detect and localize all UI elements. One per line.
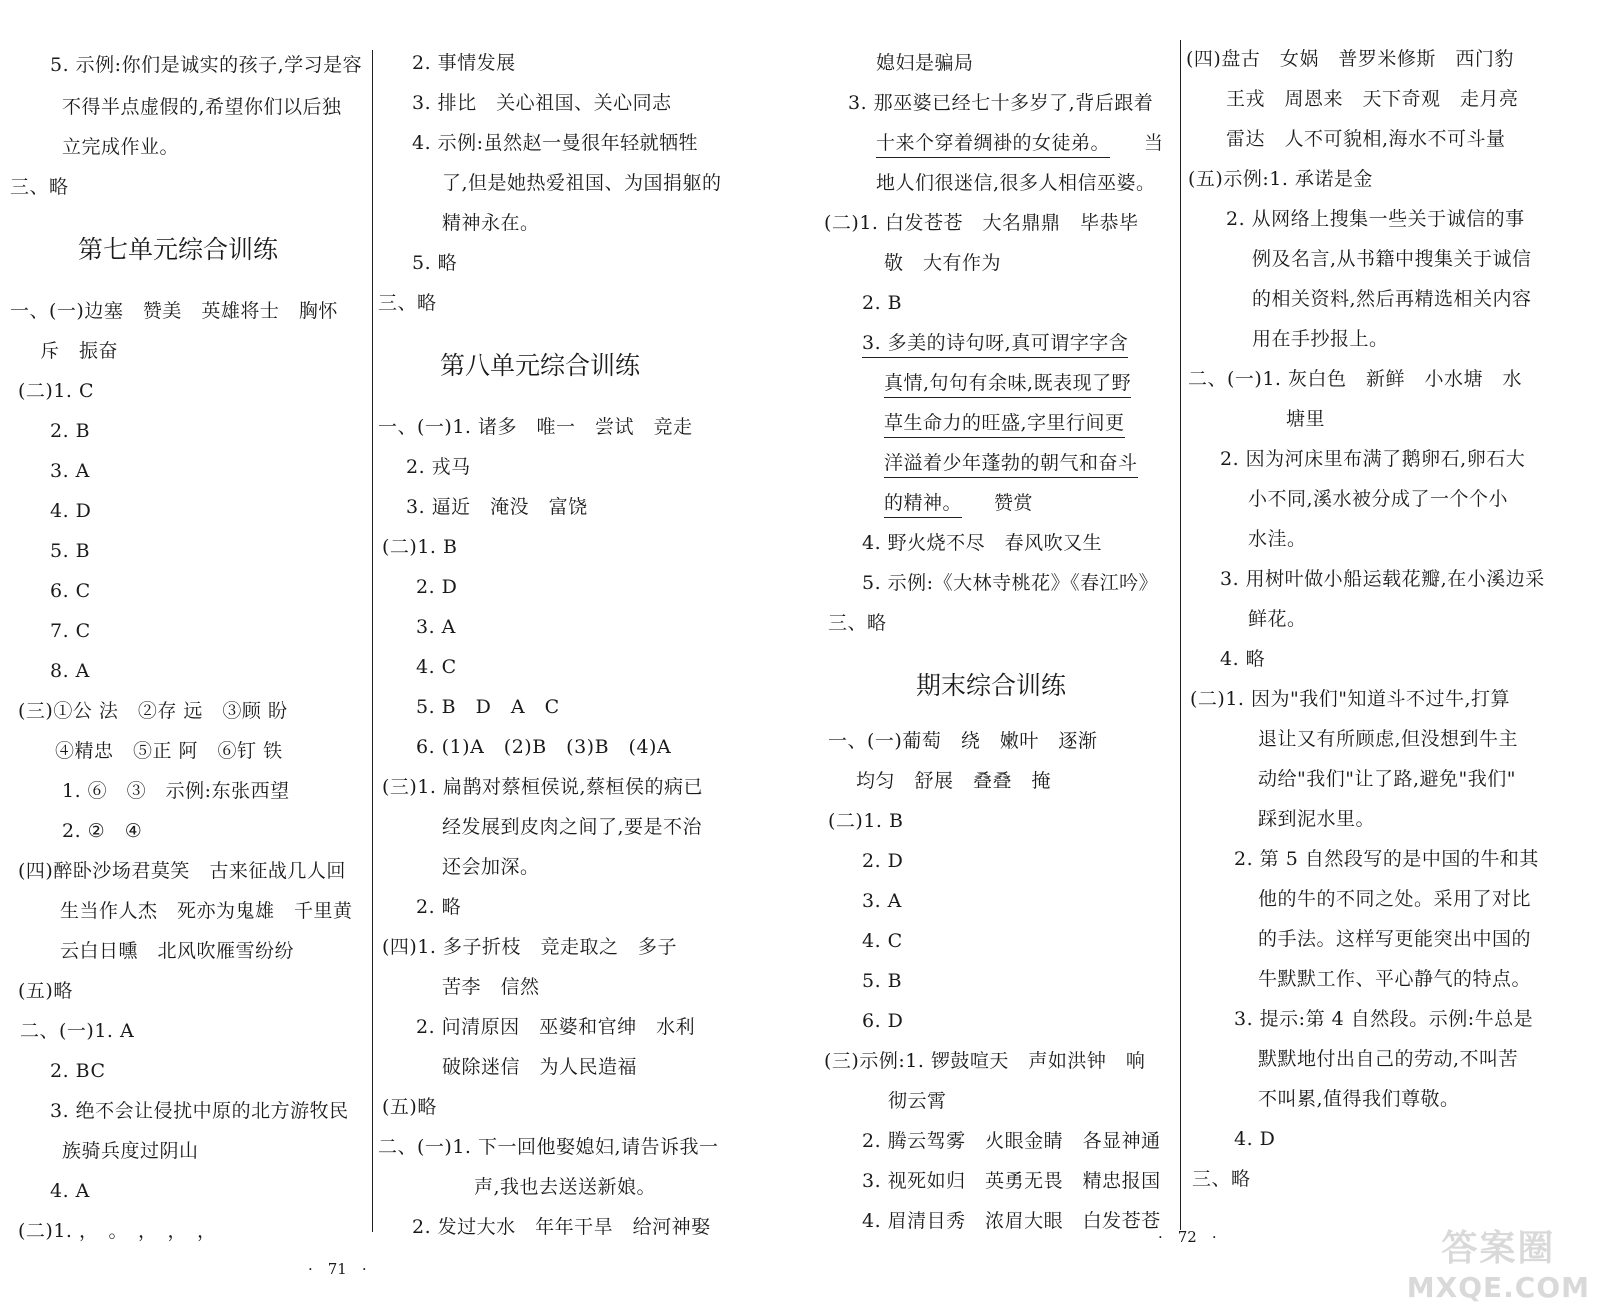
text-line: 二、(一)1. 下一回他娶媳妇,请告诉我一 xyxy=(378,1136,719,1158)
text-line: 例及名言,从书籍中搜集关于诚信 xyxy=(1252,248,1532,270)
text-line: 踩到泥水里。 xyxy=(1258,808,1376,830)
text-line: (四)1. 多子折枝 竞走取之 多子 xyxy=(382,936,677,958)
section-heading: 第八单元综合训练 xyxy=(440,351,641,380)
text-line: 4. C xyxy=(416,656,457,678)
text-line: (二)1. ， 。 ， ， ， xyxy=(18,1220,217,1242)
text-line: 一、(一)葡萄 绕 嫩叶 逐渐 xyxy=(828,730,1098,752)
text-line: 2. BC xyxy=(50,1060,106,1082)
section-heading: 第七单元综合训练 xyxy=(78,235,279,264)
text-line: 1. ⑥ ③ 示例:东张西望 xyxy=(62,780,290,802)
text-line: 2. 事情发展 xyxy=(412,52,516,74)
text-line: 不叫累,值得我们尊敬。 xyxy=(1258,1088,1460,1110)
text-line: 2. B xyxy=(50,420,91,442)
text-line: (五)略 xyxy=(18,980,73,1002)
underlined-text: 草生命力的旺盛,字里行间更 xyxy=(884,410,1125,438)
text-line: 破除迷信 为人民造福 xyxy=(442,1056,638,1078)
text-line: 2. 戎马 xyxy=(406,456,471,478)
section-heading: 期末综合训练 xyxy=(916,671,1067,700)
text-line: 了,但是她热爱祖国、为国捐躯的 xyxy=(442,172,722,194)
text-line: 塘里 xyxy=(1286,408,1326,430)
text-line: 生当作人杰 死亦为鬼雄 千里黄 xyxy=(60,900,353,922)
text-line: 4. C xyxy=(862,930,903,952)
text-line: 媳妇是骗局 xyxy=(876,52,974,74)
underlined-text: 的精神。 xyxy=(884,490,962,518)
text-line: 5. B xyxy=(50,540,91,562)
text-line: 退让又有所顾虑,但没想到牛主 xyxy=(1258,728,1519,750)
text-line: 3. A xyxy=(416,616,456,638)
text-line: 的手法。这样写更能突出中国的 xyxy=(1258,928,1532,950)
text-line: 3. 逼近 淹没 富饶 xyxy=(406,496,588,518)
text-line: 2. 因为河床里布满了鹅卵石,卵石大 xyxy=(1220,448,1526,470)
text-line: 2. 问清原因 巫婆和官绅 水利 xyxy=(416,1016,696,1038)
text-line: 敬 大有作为 xyxy=(884,252,1002,274)
text-line: 不得半点虚假的,希望你们以后独 xyxy=(62,96,342,118)
text-line: 2. 第 5 自然段写的是中国的牛和其 xyxy=(1234,848,1539,870)
text-line: 鲜花。 xyxy=(1248,608,1307,630)
text-line: 3. A xyxy=(862,890,902,912)
text-line: 3. 用树叶做小船运载花瓣,在小溪边采 xyxy=(1220,568,1545,590)
text-line: 3. 视死如归 英勇无畏 精忠报国 xyxy=(862,1170,1161,1192)
text-line: 4. A xyxy=(50,1180,90,1202)
text-line: 声,我也去送送新娘。 xyxy=(474,1176,657,1198)
text-line: 7. C xyxy=(50,620,91,642)
text-line: 6. D xyxy=(862,1010,904,1032)
text-line: 王戎 周恩来 天下奇观 走月亮 xyxy=(1226,88,1519,110)
text-line: 2. D xyxy=(416,576,458,598)
text-line: 4. 野火烧不尽 春风吹又生 xyxy=(862,532,1103,554)
watermark-text: 答案圈 xyxy=(1441,1228,1556,1269)
text-line: 一、(一)1. 诸多 唯一 尝试 竞走 xyxy=(378,416,693,438)
text-line: 5. B D A C xyxy=(416,696,560,718)
text-line: 5. 示例:《大林寺桃花》《春江吟》 xyxy=(862,572,1159,594)
text-line: (二)1. B xyxy=(382,536,458,558)
text-line: 均匀 舒展 叠叠 掩 xyxy=(856,770,1052,792)
text-line: 三、略 xyxy=(1192,1168,1251,1190)
text-line: 赞赏 xyxy=(994,492,1034,514)
text-line: 2. 从网络上搜集一些关于诚信的事 xyxy=(1226,208,1525,230)
text-line: 3. 排比 关心祖国、关心同志 xyxy=(412,92,672,114)
text-line: 5. 示例:你们是诚实的孩子,学习是容 xyxy=(50,54,363,76)
text-line: 苦李 信然 xyxy=(442,976,540,998)
text-line: (三)1. 扁鹊对蔡桓侯说,蔡桓侯的病已 xyxy=(382,776,704,798)
text-line: 立完成作业。 xyxy=(62,136,180,158)
column-divider xyxy=(1180,40,1181,1230)
text-line: 精神永在。 xyxy=(442,212,540,234)
text-line: 还会加深。 xyxy=(442,856,540,878)
watermark-logo xyxy=(1407,1220,1590,1304)
text-line: (二)1. 因为"我们"知道斗不过牛,打算 xyxy=(1190,688,1511,710)
text-line: 2. B xyxy=(862,292,903,314)
text-line: 3. 提示:第 4 自然段。示例:牛总是 xyxy=(1234,1008,1534,1030)
text-line: 雷达 人不可貌相,海水不可斗量 xyxy=(1226,128,1506,150)
text-line: 经发展到皮肉之间了,要是不治 xyxy=(442,816,703,838)
text-line: 3. A xyxy=(50,460,90,482)
text-line: (四)盘古 女娲 普罗米修斯 西门豹 xyxy=(1186,48,1514,70)
text-line: (五)示例:1. 承诺是金 xyxy=(1188,168,1373,190)
text-line: 默默地付出自己的劳动,不叫苦 xyxy=(1258,1048,1519,1070)
right-page xyxy=(808,0,1600,1312)
text-line: (二)1. C xyxy=(18,380,95,402)
text-line: 2. ② ④ xyxy=(62,820,143,842)
text-line: 4. D xyxy=(1234,1128,1276,1150)
text-line: 三、略 xyxy=(378,292,437,314)
text-line: 水洼。 xyxy=(1248,528,1307,550)
text-line: 彻云霄 xyxy=(888,1090,947,1112)
underlined-text: 十来个穿着绸褂的女徒弟。 xyxy=(876,130,1110,158)
page-number: · 71 · xyxy=(308,1260,367,1278)
text-line: 5. B xyxy=(862,970,903,992)
text-line: 牛默默工作、平心静气的特点。 xyxy=(1258,968,1532,990)
text-line: ④精忠 ⑤正 阿 ⑥钉 铁 xyxy=(55,740,283,762)
text-line: (二)1. 白发苍苍 大名鼎鼎 毕恭毕 xyxy=(824,212,1139,234)
text-line: 三、略 xyxy=(828,612,887,634)
text-line: 3. 那巫婆已经七十多岁了,背后跟着 xyxy=(848,92,1154,114)
column-divider xyxy=(372,50,373,1232)
text-line: 3. 绝不会让侵扰中原的北方游牧民 xyxy=(50,1100,349,1122)
text-line: (三)①公 法 ②存 远 ③顾 盼 xyxy=(18,700,288,722)
text-line: 他的牛的不同之处。采用了对比 xyxy=(1258,888,1532,910)
text-line: 5. 略 xyxy=(412,252,458,274)
text-line: 云白日曛 北风吹雁雪纷纷 xyxy=(60,940,295,962)
text-line: 族骑兵度过阴山 xyxy=(62,1140,199,1162)
text-line: 2. 略 xyxy=(416,896,462,918)
text-line: 斥 振奋 xyxy=(40,340,119,362)
page-number: · 72 · xyxy=(1158,1228,1217,1246)
left-page xyxy=(0,0,792,1312)
text-line: 6. (1)A (2)B (3)B (4)A xyxy=(416,736,672,758)
underlined-text: 真情,句句有余味,既表现了野 xyxy=(884,370,1131,398)
text-line: 4. D xyxy=(50,500,92,522)
text-line: 二、(一)1. 灰白色 新鲜 小水塘 水 xyxy=(1188,368,1522,390)
watermark-url: MXQE.COM xyxy=(1406,1271,1590,1304)
text-line: (五)略 xyxy=(382,1096,437,1118)
text-line: (三)示例:1. 锣鼓喧天 声如洪钟 响 xyxy=(824,1050,1146,1072)
text-line: 4. 眉清目秀 浓眉大眼 白发苍苍 xyxy=(862,1210,1161,1232)
text-line: 二、(一)1. A xyxy=(20,1020,135,1042)
text-line: 当 xyxy=(1144,132,1164,154)
text-line: 4. 示例:虽然赵一曼很年轻就牺牲 xyxy=(412,132,699,154)
text-line: 4. 略 xyxy=(1220,648,1266,670)
text-line: 2. 发过大水 年年干旱 给河神娶 xyxy=(412,1216,711,1238)
text-line: (二)1. B xyxy=(828,810,904,832)
text-line: 动给"我们"让了路,避免"我们" xyxy=(1258,768,1516,790)
text-line: 地人们很迷信,很多人相信巫婆。 xyxy=(876,172,1156,194)
underlined-text: 3. 多美的诗句呀,真可谓字字含 xyxy=(862,330,1128,358)
text-line: 6. C xyxy=(50,580,91,602)
text-line: 2. 腾云驾雾 火眼金睛 各显神通 xyxy=(862,1130,1161,1152)
text-line: 用在手抄报上。 xyxy=(1252,328,1389,350)
text-line: 8. A xyxy=(50,660,90,682)
text-line: 的相关资料,然后再精选相关内容 xyxy=(1252,288,1532,310)
text-line: 2. D xyxy=(862,850,904,872)
text-line: (四)醉卧沙场君莫笑 古来征战几人回 xyxy=(18,860,346,882)
text-line: 三、略 xyxy=(10,176,69,198)
text-line: 小不同,溪水被分成了一个个小 xyxy=(1248,488,1509,510)
underlined-text: 洋溢着少年蓬勃的朝气和奋斗 xyxy=(884,450,1138,478)
text-line: 一、(一)边塞 赞美 英雄将士 胸怀 xyxy=(10,300,338,322)
